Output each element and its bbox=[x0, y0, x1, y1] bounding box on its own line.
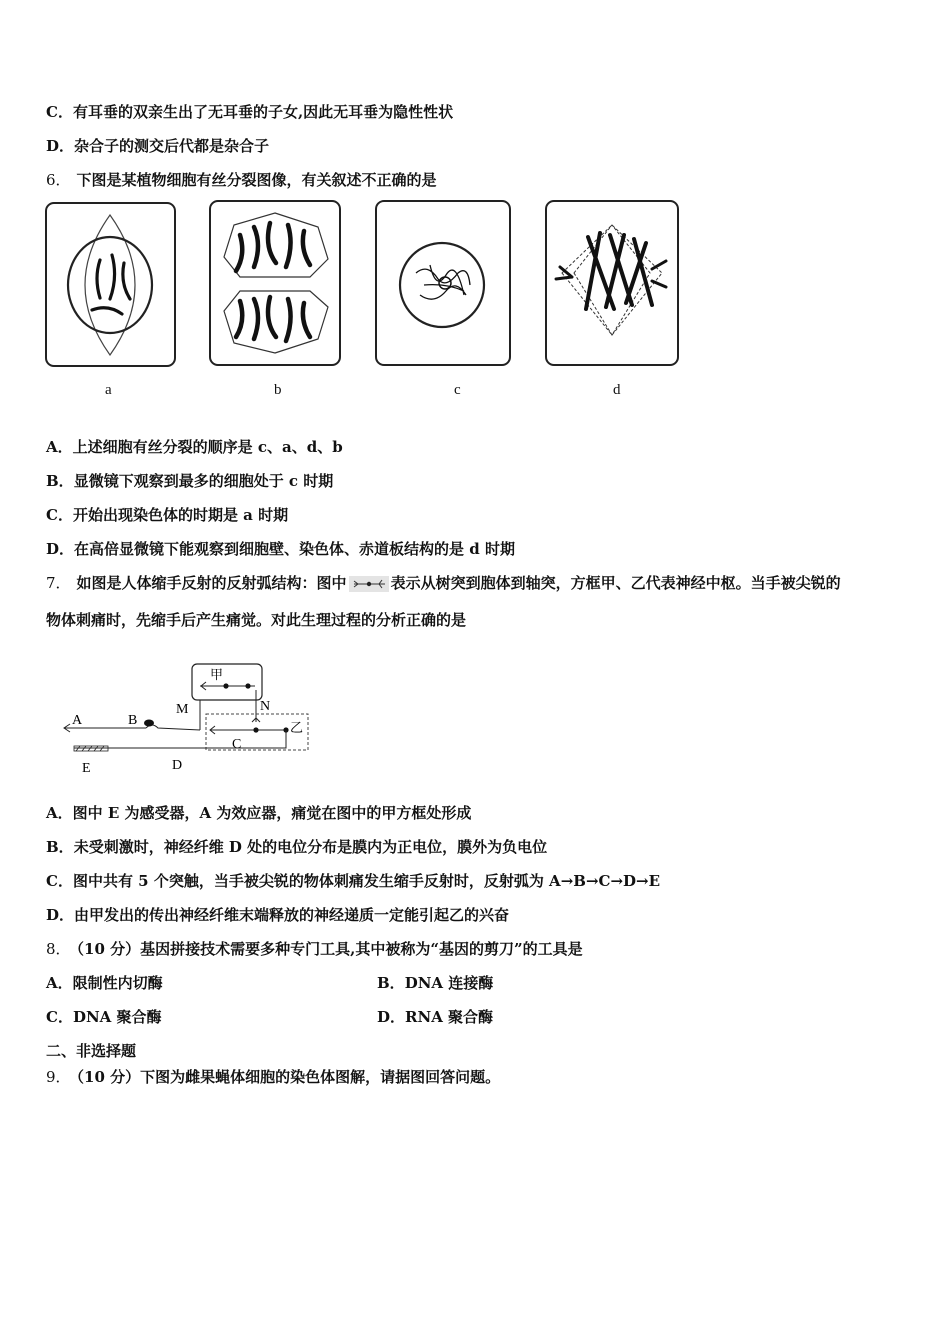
q7-option-a: A．图中 E 为感受器，A 为效应器，痛觉在图中的甲方框处形成 bbox=[46, 804, 472, 822]
label-c: C bbox=[232, 737, 242, 752]
q6-option-a: A．上述细胞有丝分裂的顺序是 c、a、d、b bbox=[46, 438, 343, 456]
q6-option-c: C．开始出现染色体的时期是 a 时期 bbox=[46, 506, 289, 524]
label-n: N bbox=[260, 699, 271, 714]
figure-label-d: d bbox=[613, 382, 621, 398]
label-a: A bbox=[72, 713, 83, 728]
figure-label-c: c bbox=[454, 382, 461, 398]
label-b: B bbox=[128, 713, 138, 728]
q8-option-b: B．DNA 连接酶 bbox=[377, 974, 494, 992]
q7-option-c: C．图中共有 5 个突触，当手被尖锐的物体刺痛发生缩手反射时，反射弧为 A→B→C→D→E bbox=[46, 872, 661, 890]
figure-label-a: a bbox=[105, 382, 112, 398]
q7-stem: 7． 如图是人体缩手反射的反射弧结构：图中 表示从树突到胞体到轴突，方框甲、乙代表神经中枢。当手被尖锐的 bbox=[46, 574, 841, 592]
q7-stem-line2: 物体刺痛时，先缩手后产生痛觉。对此生理过程的分析正确的是 bbox=[46, 611, 467, 629]
q7-option-d: D．由甲发出的传出神经纤维末端释放的神经递质一定能引起乙的兴奋 bbox=[46, 906, 510, 924]
label-m: M bbox=[176, 702, 189, 717]
q8-option-a: A．限制性内切酶 bbox=[46, 974, 163, 992]
neuron-symbol-icon bbox=[349, 576, 389, 592]
label-jia: 甲 bbox=[210, 667, 224, 682]
q8-stem: 8． （10 分）基因拼接技术需要多种专门工具,其中被称为“基因的剪刀”的工具是 bbox=[46, 940, 583, 958]
prev-option-c: C．有耳垂的双亲生出了无耳垂的子女,因此无耳垂为隐性性状 bbox=[46, 103, 454, 121]
q8-option-d: D．RNA 聚合酶 bbox=[377, 1008, 494, 1026]
prev-option-d: D．杂合子的测交后代都是杂合子 bbox=[46, 137, 270, 155]
cell-c-drawing bbox=[376, 201, 510, 365]
label-yi: 乙 bbox=[290, 720, 304, 735]
q7-option-b: B．未受刺激时，神经纤维 D 处的电位分布是膜内为正电位，膜外为负电位 bbox=[46, 838, 548, 856]
section-title: 二、非选择题 bbox=[46, 1042, 137, 1060]
cell-a-drawing bbox=[46, 203, 175, 366]
q8-option-c: C．DNA 聚合酶 bbox=[46, 1008, 162, 1026]
figure-label-b: b bbox=[274, 382, 282, 398]
q9-stem: 9． （10 分）下图为雌果蝇体细胞的染色体图解，请据图回答问题。 bbox=[46, 1068, 501, 1086]
q6-mitosis-figure bbox=[40, 195, 690, 410]
q6-stem: 6． 下图是某植物细胞有丝分裂图像，有关叙述不正确的是 bbox=[46, 171, 437, 189]
cell-b-drawing bbox=[210, 201, 340, 365]
q7-reflex-arc-diagram bbox=[60, 660, 320, 780]
cell-d-drawing bbox=[546, 201, 678, 365]
q6-option-b: B．显微镜下观察到最多的细胞处于 c 时期 bbox=[46, 472, 334, 490]
label-d: D bbox=[172, 758, 183, 773]
q6-option-d: D．在高倍显微镜下能观察到细胞壁、染色体、赤道板结构的是 d 时期 bbox=[46, 540, 515, 558]
label-e: E bbox=[82, 761, 91, 776]
